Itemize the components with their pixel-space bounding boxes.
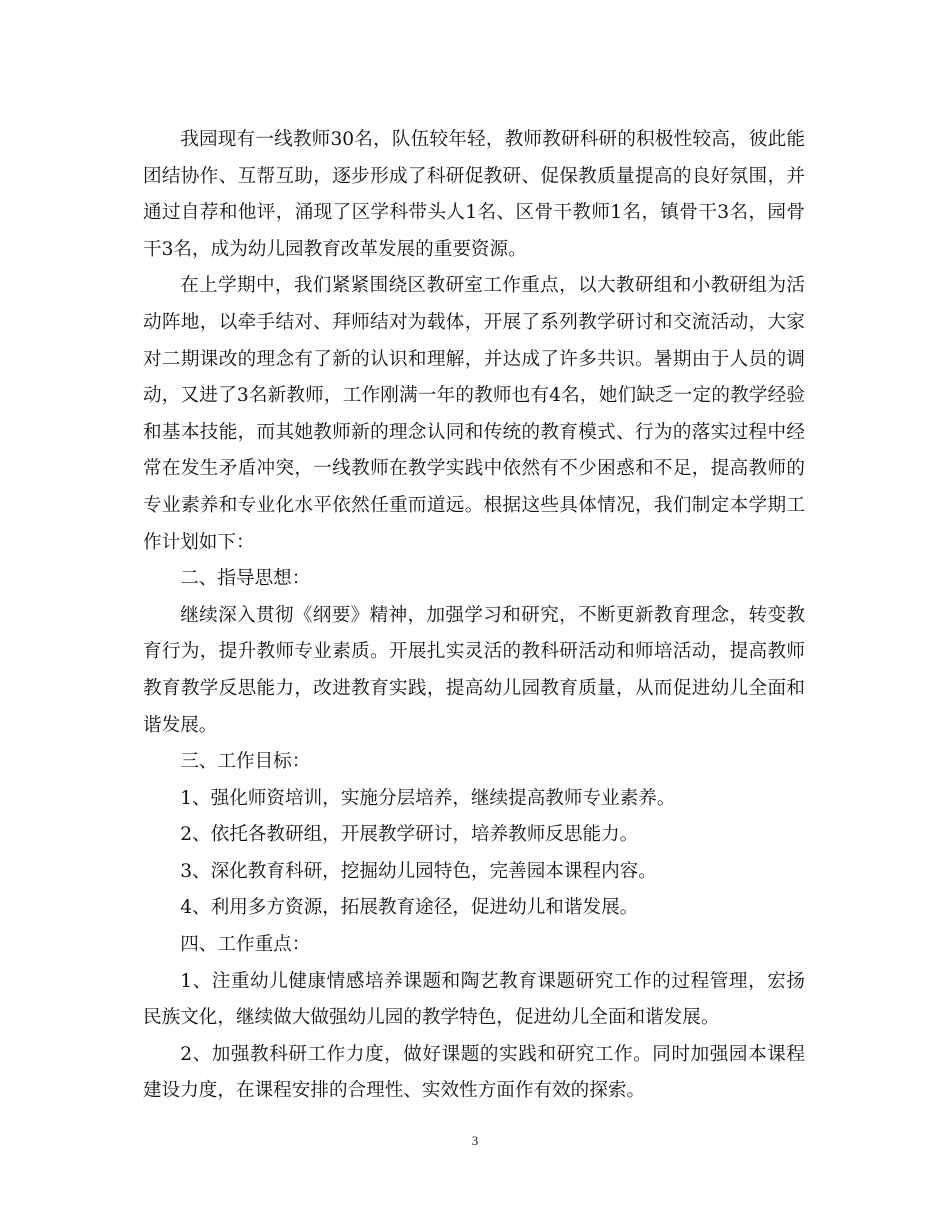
document-body bbox=[143, 122, 805, 1110]
list-item-goal-1: 1、强化师资培训，实施分层培养，继续提高教师专业素养。 bbox=[180, 787, 676, 809]
heading-work-goals: 三、工作目标： bbox=[180, 751, 311, 773]
paragraph-guiding-ideology: 继续深入贯彻《纲要》精神，加强学习和研究，不断更新教育理念，转变教育行为，提升教师专业素质。开展扎实灵活的教科研活动和师培活动，提高教师教育教学反思能力，改进教育实践，提高幼儿园教育质量，从而促进幼儿全面和谐发展。 bbox=[143, 604, 805, 736]
paragraph-last-semester: 在上学期中，我们紧紧围绕区教研室工作重点，以大教研组和小教研组为活动阵地，以牵手结对、拜师结对为载体，开展了系列教学研讨和交流活动，大家对二期课改的理念有了新的认识和理解，并达成了许多共识。暑期由于人员的调动，又进了3名新教师，工作刚满一年的教师也有4名，她们缺乏一定的教学经验和基本技能，而其她教师新的理念认同和传统的教育模式、行为的落实过程中经常在发生矛盾冲突，一线教师在教学实践中依然有不少困惑和不足，提高教师的专业素养和专业化水平依然任重而道远。根据这些具体情况，我们制定本学期工作计划如下： bbox=[143, 275, 805, 553]
list-item-goal-4: 4、利用多方资源，拓展教育途径，促进幼儿和谐发展。 bbox=[180, 897, 639, 919]
list-item-goal-3: 3、深化教育科研，挖掘幼儿园特色，完善园本课程内容。 bbox=[180, 860, 657, 882]
list-item-focus-1: 1、注重幼儿健康情感培养课题和陶艺教育课题研究工作的过程管理，宏扬民族文化，继续做大做强幼儿园的教学特色，促进幼儿全面和谐发展。 bbox=[143, 970, 805, 1029]
list-item-focus-2: 2、加强教科研工作力度，做好课题的实践和研究工作。同时加强园本课程建设力度，在课程安排的合理性、实效性方面作有效的探索。 bbox=[143, 1043, 805, 1102]
page-number: 3 bbox=[471, 1133, 479, 1148]
list-item-goal-2: 2、依托各教研组，开展教学研讨，培养教师反思能力。 bbox=[180, 824, 639, 846]
heading-guiding-ideology: 二、指导思想： bbox=[180, 568, 311, 590]
paragraph-staff-overview: 我园现有一线教师30名，队伍较年轻，教师教研科研的积极性较高，彼此能团结协作、互帮互助，逐步形成了科研促教研、促保教质量提高的良好氛围，并通过自荐和他评，涌现了区学科带头人1名、区骨干教师1名，镇骨干3名，园骨干3名，成为幼儿园教育改革发展的重要资源。 bbox=[143, 129, 805, 260]
heading-work-focus: 四、工作重点： bbox=[180, 934, 311, 956]
